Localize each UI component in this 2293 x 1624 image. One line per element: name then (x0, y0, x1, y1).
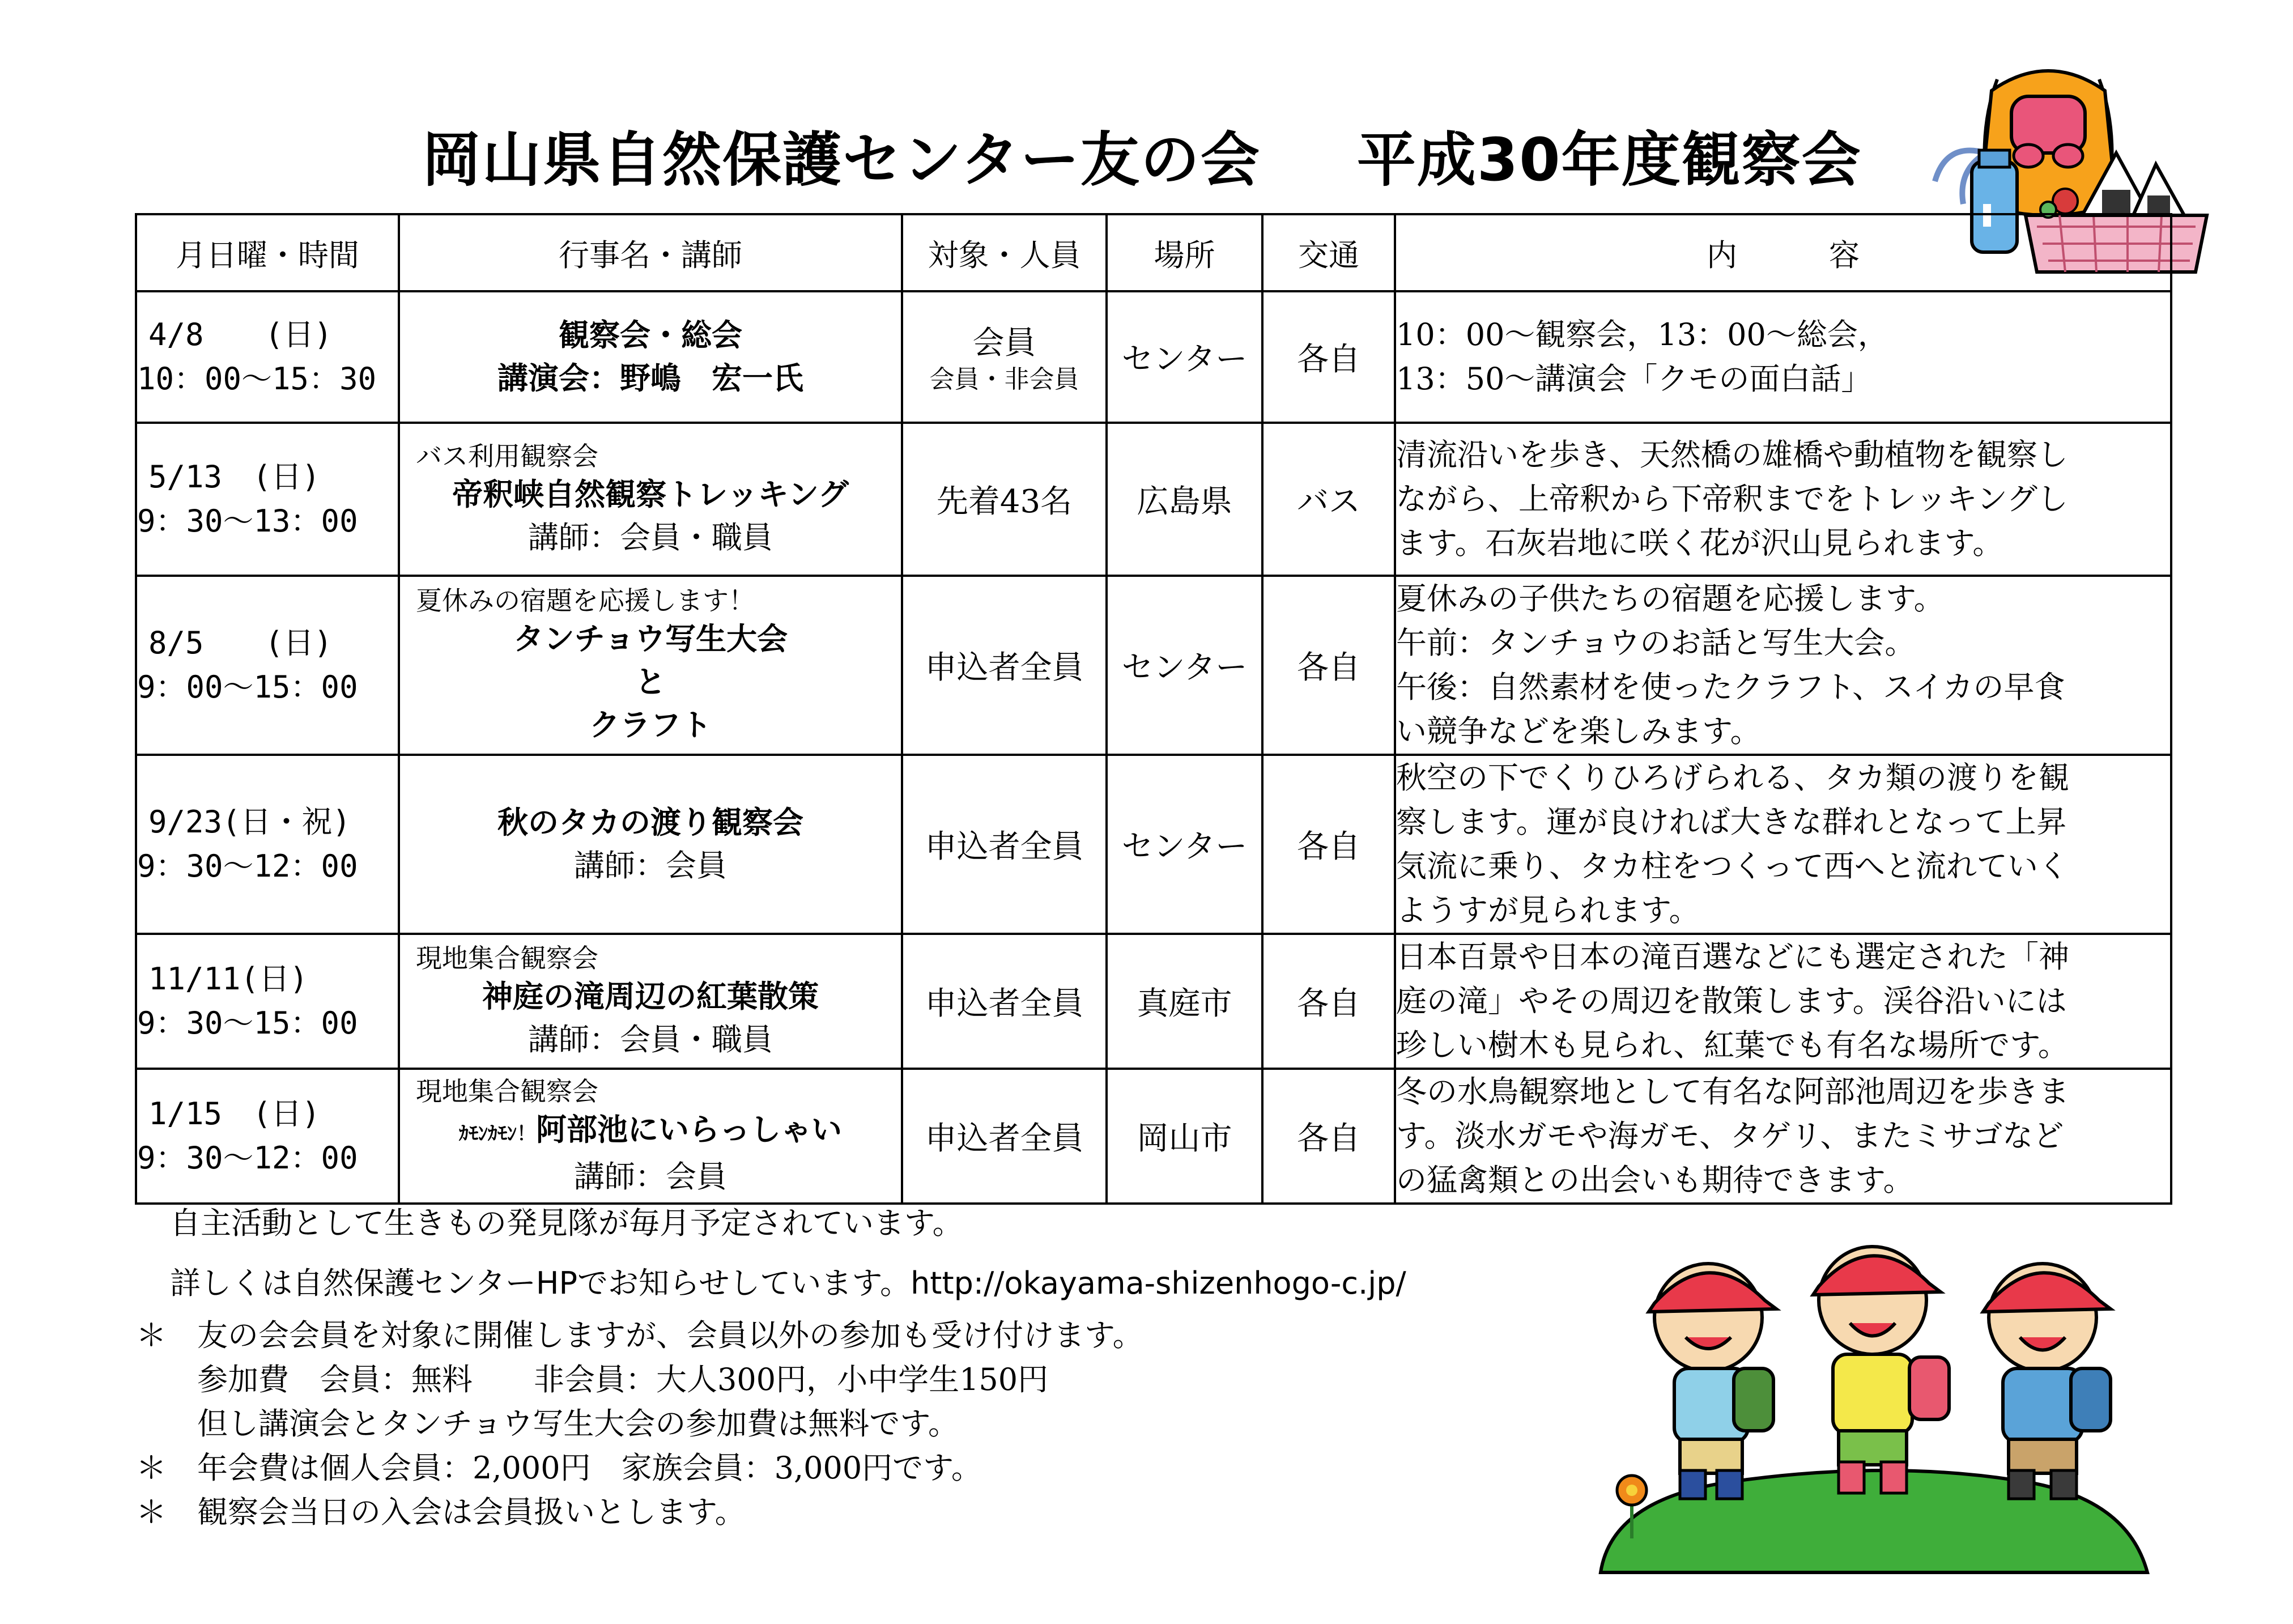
row-transport: 各自 (1262, 934, 1395, 1069)
notes-section (136, 1201, 1406, 1534)
row-event-cell (399, 291, 902, 423)
target-sub: 会員・非会員 (929, 365, 1079, 394)
row-place: 広島県 (1107, 423, 1262, 576)
content-line: 13：50～講演会「クモの面白話」 (1396, 361, 1872, 397)
header-transport: 交通 (1262, 214, 1395, 291)
row-date: 11/11(日) (148, 961, 308, 997)
page-title-year: 平成30年度観察会 (1356, 125, 1862, 194)
row-time: 9：30～12：00 (137, 1140, 358, 1176)
note-activity: 自主活動として生きもの発見隊が毎月予定されています。 (170, 1205, 963, 1241)
event-tag: 現地集合観察会 (416, 943, 598, 973)
note-item: ＊ 友の会会員を対象に開催しますが、会員以外の参加も受け付けます。 (136, 1317, 1143, 1353)
row-transport: 各自 (1262, 1069, 1395, 1204)
children-hiking-illustration (1595, 1232, 2150, 1578)
row-target: 申込者全員 (902, 755, 1107, 934)
event-lecturer: 講師：会員・職員 (528, 1022, 773, 1057)
content-line: い競争などを楽しみます。 (1396, 713, 1761, 749)
row-place: センター (1107, 755, 1262, 934)
row-place: 岡山市 (1107, 1069, 1262, 1204)
row-place: 真庭市 (1107, 934, 1262, 1069)
content-line: す。淡水ガモや海ガモ、タゲリ、またミサゴなど (1396, 1118, 2064, 1154)
row-transport: 各自 (1262, 755, 1395, 934)
row-date-cell (136, 1069, 399, 1204)
row-event-cell (399, 1069, 902, 1204)
note-item: ＊ 観察会当日の入会は会員扱いとします。 (136, 1494, 746, 1530)
row-date: 5/13 (日) (148, 459, 321, 495)
row-time: 9：30～13：00 (137, 503, 358, 539)
row-event-cell (399, 423, 902, 576)
note-item: 参加費 会員：無料 非会員：大人300円，小中学生150円 (136, 1362, 1049, 1397)
content-line: ようすが見られます。 (1396, 892, 1700, 928)
row-date-cell (136, 755, 399, 934)
event-name: 観察会・総会 (559, 317, 742, 353)
row-date: 8/5 (日) (148, 625, 333, 661)
table-row (136, 1069, 2171, 1204)
row-date: 1/15 (日) (148, 1096, 321, 1132)
event-tag: 夏休みの宿題を応援します！ (416, 585, 755, 616)
row-date-cell (136, 576, 399, 755)
header-place: 場所 (1107, 214, 1262, 291)
content-line: 秋空の下でくりひろげられる、タカ類の渡りを観 (1396, 760, 2069, 796)
content-line: 午前：タンチョウのお話と写生大会。 (1396, 625, 1916, 661)
content-line: 午後：自然素材を使ったクラフト、スイカの早食 (1396, 669, 2065, 705)
table-row (136, 423, 2171, 576)
event-name: 神庭の滝周辺の紅葉散策 (482, 979, 819, 1014)
event-lecturer: 講師：会員 (574, 848, 727, 883)
table-row (136, 291, 2171, 423)
row-content (1395, 1069, 2171, 1204)
row-content (1395, 423, 2171, 576)
row-content (1395, 291, 2171, 423)
header-event: 行事名・講師 (399, 214, 902, 291)
content-line: 庭の滝」やその周辺を散策します。渓谷沿いには (1396, 983, 2067, 1019)
content-line: ながら、上帝釈から下帝釈までをトレッキングし (1396, 481, 2068, 517)
content-line: 冬の水鳥観察地として有名な阿部池周辺を歩きま (1396, 1074, 2069, 1109)
table-row (136, 576, 2171, 755)
table-row (136, 934, 2171, 1069)
page-title-org: 岡山県自然保護センター友の会 (422, 125, 1261, 194)
event-name: 阿部池にいらっしゃい (536, 1111, 842, 1147)
row-content (1395, 576, 2171, 755)
event-name-connector: と (635, 664, 666, 700)
row-event-cell (399, 934, 902, 1069)
row-transport: 各自 (1262, 291, 1395, 423)
row-content (1395, 934, 2171, 1069)
row-place: センター (1107, 576, 1262, 755)
content-line: 珍しい樹木も見られ、紅葉でも有名な場所です。 (1396, 1027, 2069, 1063)
content-line: 察します。運が良ければ大きな群れとなって上昇 (1396, 804, 2067, 840)
table-header-row (136, 214, 2171, 291)
row-date-cell (136, 934, 399, 1069)
row-target: 申込者全員 (902, 576, 1107, 755)
page-title (422, 112, 1862, 197)
header-target: 対象・人員 (902, 214, 1107, 291)
event-schedule-table (135, 213, 2172, 1205)
note-item: 但し講演会とタンチョウ写生大会の参加費は無料です。 (136, 1406, 959, 1442)
row-content (1395, 755, 2171, 934)
note-item: ＊ 年会費は個人会員：2,000円 家族会員：3,000円です。 (136, 1450, 982, 1486)
event-lecturer: 講師：会員・職員 (528, 520, 773, 555)
event-tag: バス利用観察会 (416, 441, 598, 471)
content-line: ます。石灰岩地に咲く花が沢山見られます。 (1396, 525, 2003, 561)
target: 会員 (972, 325, 1036, 362)
row-date: 4/8 (日) (148, 317, 333, 352)
event-lecturer: 講師：会員 (574, 1158, 727, 1194)
event-name-wrap (400, 1108, 901, 1155)
content-line: 清流沿いを歩き、天然橋の雄橋や動植物を観察し (1396, 437, 2068, 473)
event-tag: 現地集合観察会 (416, 1075, 598, 1107)
row-target: 申込者全員 (902, 934, 1107, 1069)
row-time: 9：30～12：00 (137, 848, 358, 884)
row-target-cell (902, 291, 1107, 423)
row-transport: 各自 (1262, 576, 1395, 755)
row-target: 申込者全員 (902, 1069, 1107, 1204)
note-website: 詳しくは自然保護センターHPでお知らせしています。http://okayama-shizenhogo-c.jp/ (170, 1265, 1406, 1301)
row-time: 10：00～15：30 (137, 361, 377, 397)
content-line: 10：00～観察会，13：00～総会， (1396, 317, 1888, 352)
event-name: 帝釈峡自然観察トレッキング (452, 477, 849, 512)
row-time: 9：00～15：00 (137, 669, 358, 705)
row-date: 9/23(日・祝) (148, 804, 351, 840)
header-date: 月日曜・時間 (136, 214, 399, 291)
table-row (136, 755, 2171, 934)
event-name: タンチョウ写生大会 (513, 621, 788, 657)
content-line: 日本百景や日本の滝百選などにも選定された「神 (1396, 939, 2069, 975)
event-name: 秋のタカの渡り観察会 (497, 805, 803, 840)
event-lecturer: 講演会：野嶋 宏一氏 (497, 360, 803, 396)
row-event-cell (399, 576, 902, 755)
content-line: 気流に乗り、タカ柱をつくって西へと流れていく (1396, 848, 2069, 884)
content-line: 夏休みの子供たちの宿題を応援します。 (1396, 581, 1945, 617)
row-date-cell (136, 423, 399, 576)
row-time: 9：30～15：00 (137, 1005, 358, 1041)
row-transport: バス (1262, 423, 1395, 576)
event-name-second: クラフト (589, 707, 712, 743)
row-event-cell (399, 755, 902, 934)
event-name-prefix: ｶﾓﾝｶﾓﾝ！ (459, 1122, 536, 1145)
header-content: 内 容 (1395, 214, 2171, 291)
row-place: センター (1107, 291, 1262, 423)
row-date-cell (136, 291, 399, 423)
content-line: の猛禽類との出会いも期待できます。 (1396, 1162, 1914, 1198)
row-target: 先着43名 (902, 423, 1107, 576)
